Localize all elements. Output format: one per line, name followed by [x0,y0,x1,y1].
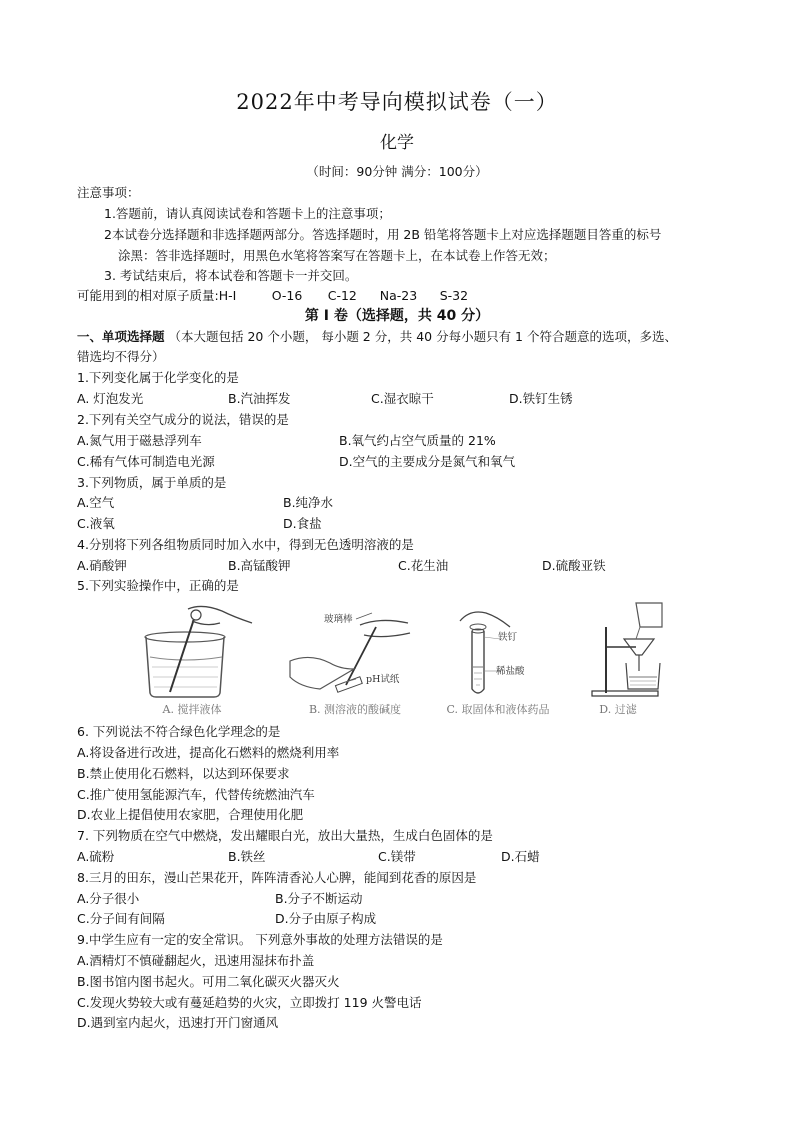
subject-title: 化学 [380,133,414,153]
q8-option-b: B.分子不断运动 [275,891,363,906]
part-description-line-2: 错选均不得分） [77,349,165,364]
q1-option-c: C.湿衣晾干 [371,391,434,406]
q4-option-b: B.高锰酸钾 [228,558,291,573]
test-tube-icon [440,597,556,702]
filtration-icon [566,597,670,702]
q5-stem: 5.下列实验操作中，正确的是 [77,578,239,593]
notice-item-2-line-1: 2本试卷分选择题和非选择题两部分。答选择题时，用 2B 铅笔将答题卡上对应选择题题目答重的标号 [104,227,662,242]
q8-option-c: C.分子间有间隔 [77,911,165,926]
atomic-mass-h: H-I [218,288,237,303]
figure-d-caption: D. 过滤 [599,703,637,716]
label-iron-nail: 铁钉 [498,632,518,643]
beaker-stir-icon [122,597,262,702]
label-glass-rod: 玻璃棒 [324,614,353,625]
q8-stem: 8.三月的田东，漫山芒果花开，阵阵清香沁人心脾，能闻到花香的原因是 [77,870,477,885]
q2-option-a: A.氮气用于磁悬浮列车 [77,433,202,448]
q3-stem: 3.下列物质，属于单质的是 [77,475,227,490]
q4-option-a: A.硝酸钾 [77,558,127,573]
notice-item-3: 3. 考试结束后，将本试卷和答题卡一并交回。 [104,268,358,283]
q3-option-b: B.纯净水 [283,495,334,510]
part-heading-line-1 [77,328,677,345]
q9-stem: 9.中学生应有一定的安全常识。 下列意外事故的处理方法错误的是 [77,932,443,947]
q4-stem: 4.分别将下列各组物质同时加入水中，得到无色透明溶液的是 [77,537,414,552]
q4-option-c: C.花生油 [398,558,449,573]
label-dilute-hcl: 稀盐酸 [496,666,525,677]
q1-option-a: A. 灯泡发光 [77,391,144,406]
q6-option-a: A.将设备进行改进，提高化石燃料的燃烧利用率 [77,745,340,760]
q8-option-d: D.分子由原子构成 [275,911,377,926]
q3-option-d: D.食盐 [283,516,322,531]
q7-option-d: D.石蜡 [501,849,540,864]
q2-option-b: B.氧气约占空气质量的 21% [339,433,496,448]
q7-option-b: B.铁丝 [228,849,266,864]
atomic-mass-o: O-16 [271,288,303,303]
relative-atomic-mass [77,287,468,304]
figure-c-caption: C. 取固体和液体药品 [446,703,550,716]
q2-option-c: C.稀有气体可制造电光源 [77,454,215,469]
q6-option-c: C.推广使用氢能源汽车，代替传统燃油汽车 [77,787,315,802]
q2-stem: 2.下列有关空气成分的说法，错误的是 [77,412,289,427]
q3-option-c: C.液氧 [77,516,115,531]
notice-heading: 注意事项： [77,185,140,200]
q9-option-a: A.酒精灯不慎碰翻起火，迅速用湿抹布扑盖 [77,953,315,968]
time-info: （时间：90分钟 满分：100分） [306,164,488,179]
q1-option-d: D.铁钉生锈 [509,391,573,406]
q3-option-a: A.空气 [77,495,115,510]
q1-stem: 1.下列变化属于化学变化的是 [77,370,239,385]
figure-b-ph-test [280,597,430,719]
section-title: 第 I 卷（选择题，共 40 分） [304,308,490,324]
q6-option-d: D.农业上提倡使用农家肥，合理使用化肥 [77,807,304,822]
notice-item-2-line-2: 涂黑：答非选择题时，用黑色水笔将答案写在答题卡上，在本试卷上作答无效； [118,248,556,263]
figure-b-caption: B. 测溶液的酸碱度 [308,703,402,716]
q6-stem: 6. 下列说法不符合绿色化学理念的是 [77,724,281,739]
q2-option-d: D.空气的主要成分是氮气和氧气 [339,454,516,469]
q6-option-b: B.禁止使用化石燃料，以达到环保要求 [77,766,290,781]
atomic-mass-label: 可能用到的相对原子质量: [77,288,219,303]
exam-title: 2022年中考导向模拟试卷（一） [236,90,558,114]
q4-option-d: D.硫酸亚铁 [542,558,606,573]
notice-item-1: 1.答题前，请认真阅读试卷和答题卡上的注意事项； [104,206,391,221]
q7-stem: 7. 下列物质在空气中燃烧，发出耀眼白光，放出大量热，生成白色固体的是 [77,828,493,843]
q9-option-b: B.图书馆内图书起火。可用二氧化碳灭火器灭火 [77,974,340,989]
atomic-mass-na: Na-23 [379,288,418,303]
ph-test-icon [280,597,430,702]
label-ph-paper: pH试纸 [366,674,400,685]
q9-option-c: C.发现火势较大或有蔓延趋势的火灾，立即拨打 119 火警电话 [77,995,422,1010]
part-description: （本大题包括 20 个小题， 每小题 2 分，共 40 分每小题只有 1 个符合题意的选项，多选、 [168,329,677,344]
figure-a-caption: A. 搅拌液体 [162,703,222,716]
figure-c-take-reagents [440,597,556,719]
q8-option-a: A.分子很小 [77,891,140,906]
q5-figures [122,597,670,719]
atomic-mass-s: S-32 [439,288,469,303]
figure-a-stir-liquid [122,597,262,719]
q7-option-a: A.硫粉 [77,849,115,864]
figure-d-filtration [566,597,670,719]
part-heading: 一、单项选择题 [77,329,165,344]
q9-option-d: D.遇到室内起火，迅速打开门窗通风 [77,1015,279,1030]
q1-option-b: B.汽油挥发 [228,391,291,406]
q7-option-c: C.镁带 [378,849,416,864]
atomic-mass-c: C-12 [327,288,357,303]
